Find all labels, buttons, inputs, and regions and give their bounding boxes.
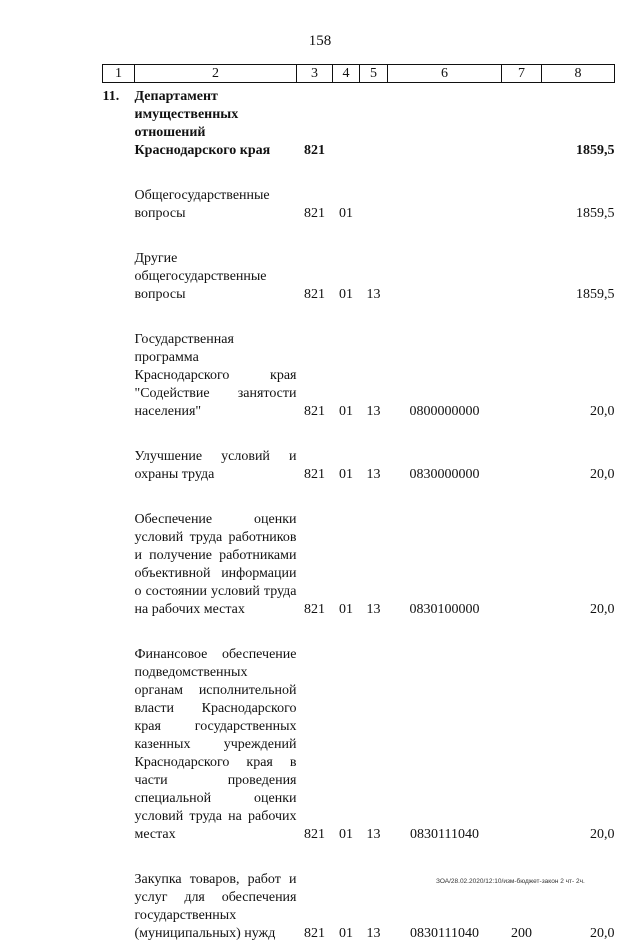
cell-ved: 821 bbox=[304, 827, 325, 842]
cell-csr: 0830000000 bbox=[409, 467, 480, 482]
table-row bbox=[103, 250, 615, 309]
cell-vr bbox=[502, 250, 542, 309]
table-row bbox=[103, 83, 615, 166]
row-number bbox=[103, 331, 135, 426]
header-row bbox=[103, 65, 615, 83]
row-name: Улучшение условий и охраны труда bbox=[134, 449, 297, 482]
cell-rz: 01 bbox=[339, 602, 353, 617]
cell-sum: 20,0 bbox=[590, 467, 615, 482]
cell-csr: 0830111040 bbox=[410, 827, 479, 842]
table-row bbox=[103, 331, 615, 426]
cell-rz: 01 bbox=[339, 287, 353, 302]
cell-sum: 20,0 bbox=[590, 926, 615, 941]
cell-sum: 20,0 bbox=[590, 602, 615, 617]
cell-vr bbox=[502, 187, 542, 228]
row-name: Департамент имущественных отношений Краснодарского края bbox=[134, 89, 271, 158]
cell-ved: 821 bbox=[304, 467, 325, 482]
cell-csr: 0800000000 bbox=[409, 404, 480, 419]
cell-csr bbox=[388, 250, 502, 309]
cell-sum: 20,0 bbox=[590, 404, 615, 419]
cell-rz: 01 bbox=[339, 926, 353, 941]
row-name: Финансовое обеспечение подведомственных органам исполнительной власти Краснодарского края государственных казенных учреждений Краснодарского края в части проведения специальной оценки условий труда на рабочих местах bbox=[134, 647, 297, 842]
header-col-2: 2 bbox=[135, 65, 297, 83]
page-number: 158 bbox=[308, 33, 332, 49]
cell-vr bbox=[502, 448, 542, 489]
budget-table bbox=[102, 64, 615, 948]
row-name: Другие общегосударственные вопросы bbox=[134, 251, 267, 302]
cell-pr: 13 bbox=[366, 404, 381, 419]
cell-sum: 1859,5 bbox=[576, 206, 615, 221]
cell-pr bbox=[360, 187, 388, 228]
cell-sum: 1859,5 bbox=[576, 143, 615, 158]
cell-vr bbox=[502, 646, 542, 849]
cell-rz: 01 bbox=[339, 206, 353, 221]
header-col-8: 8 bbox=[542, 65, 615, 83]
cell-vr bbox=[502, 83, 542, 166]
row-name: Государственная программа Краснодарского края "Содействие занятости населения" bbox=[134, 332, 297, 419]
header-col-5: 5 bbox=[360, 65, 388, 83]
row-number bbox=[103, 646, 135, 849]
row-number bbox=[103, 511, 135, 624]
cell-pr: 13 bbox=[366, 467, 381, 482]
cell-pr bbox=[360, 83, 388, 166]
cell-pr: 13 bbox=[366, 926, 381, 941]
table-row bbox=[103, 448, 615, 489]
cell-pr: 13 bbox=[366, 602, 381, 617]
cell-pr: 13 bbox=[366, 827, 381, 842]
cell-csr: 0830100000 bbox=[409, 602, 480, 617]
footer-doc-stamp: ЗОА/28.02.2020/12:10/изм-бюджет-закон 2 чт- 2ч. bbox=[436, 878, 585, 885]
header-col-4: 4 bbox=[333, 65, 360, 83]
cell-rz: 01 bbox=[339, 404, 353, 419]
cell-vr: 200 bbox=[511, 926, 532, 941]
cell-vr bbox=[502, 511, 542, 624]
cell-ved: 821 bbox=[304, 143, 325, 158]
row-number bbox=[103, 871, 135, 948]
cell-vr bbox=[502, 331, 542, 426]
row-number: 11. bbox=[102, 89, 120, 104]
row-number bbox=[103, 448, 135, 489]
cell-ved: 821 bbox=[304, 206, 325, 221]
row-name: Общегосударственные вопросы bbox=[134, 188, 270, 221]
row-name: Закупка товаров, работ и услуг для обеспечения государственных (муниципальных) нужд bbox=[134, 872, 297, 941]
cell-sum: 1859,5 bbox=[576, 287, 615, 302]
cell-ved: 821 bbox=[304, 287, 325, 302]
header-col-6: 6 bbox=[388, 65, 502, 83]
row-number bbox=[103, 187, 135, 228]
table-row bbox=[103, 646, 615, 849]
cell-ved: 821 bbox=[304, 602, 325, 617]
cell-csr bbox=[388, 187, 502, 228]
cell-pr: 13 bbox=[366, 287, 381, 302]
header-col-7: 7 bbox=[502, 65, 542, 83]
cell-rz: 01 bbox=[339, 467, 353, 482]
header-col-1: 1 bbox=[103, 65, 135, 83]
cell-sum: 20,0 bbox=[590, 827, 615, 842]
cell-csr bbox=[388, 83, 502, 166]
cell-rz bbox=[333, 83, 360, 166]
header-col-3: 3 bbox=[297, 65, 333, 83]
row-name: Обеспечение оценки условий труда работников и получение работниками объективной информации о состоянии условий труда на рабочих местах bbox=[134, 512, 297, 617]
cell-rz: 01 bbox=[339, 827, 353, 842]
cell-csr: 0830111040 bbox=[410, 926, 479, 941]
cell-ved: 821 bbox=[304, 926, 325, 941]
table-row bbox=[103, 511, 615, 624]
cell-ved: 821 bbox=[304, 404, 325, 419]
table-row bbox=[103, 187, 615, 228]
row-number bbox=[103, 250, 135, 309]
